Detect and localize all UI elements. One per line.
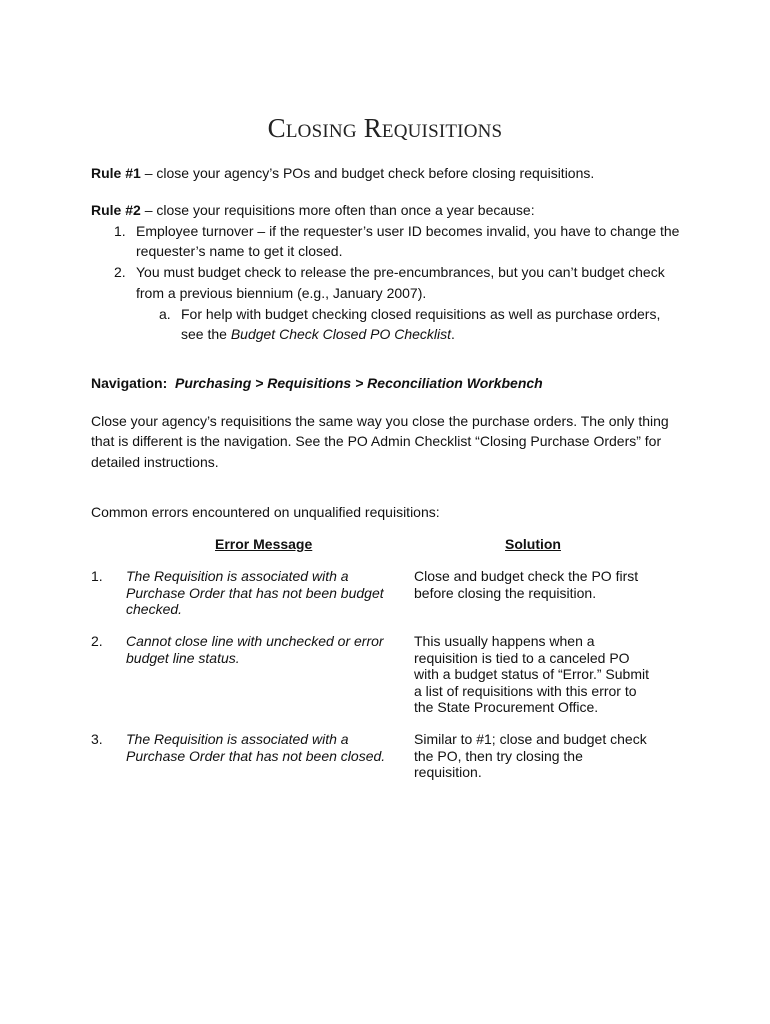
rule-2-item-1-marker: 1.: [114, 223, 126, 239]
table-row-2-solution: This usually happens when a requisition is tied to a canceled PO with a budget status of “Error.” Submit a list of requisitions with this error to the State Procurement Office.: [414, 633, 649, 715]
paragraph-line-2: that is different is the navigation. See the PO Admin Checklist “Closing Purchase Orders” for: [91, 433, 662, 449]
table-row-1-number: 1.: [91, 568, 103, 584]
rule-2-text: – close your requisitions more often than once a year because:: [140, 202, 535, 218]
rule-2-item-2-line-1: You must budget check to release the pre-encumbrances, but you can’t budget check: [136, 264, 665, 280]
solution-header: Solution: [505, 536, 561, 552]
navigation-label: Navigation:: [91, 375, 168, 391]
rule-2: [91, 200, 535, 220]
subitem-a-suffix: .: [451, 326, 455, 342]
table-row-1-solution: Close and budget check the PO first before closing the requisition.: [414, 568, 639, 601]
rule-1: [91, 163, 594, 183]
table-row-3-number: 3.: [91, 731, 103, 747]
rule-2-label: Rule #2: [91, 202, 141, 218]
subitem-a-line-2: [181, 324, 455, 344]
rule-2-item-1-line-2: requester’s name to get it closed.: [136, 243, 343, 259]
page-title: Closing Requisitions: [267, 113, 503, 143]
rule-2-item-2-marker: 2.: [114, 264, 126, 280]
rule-2-item-1-line-1: Employee turnover – if the requester’s user ID becomes invalid, you have to change the: [136, 223, 680, 239]
subitem-a-prefix: see the: [181, 326, 231, 342]
paragraph-line-3: detailed instructions.: [91, 454, 219, 470]
table-row-3-solution: Similar to #1; close and budget check the PO, then try closing the requisition.: [414, 731, 647, 780]
table-row-2-number: 2.: [91, 633, 103, 649]
navigation-line: [91, 373, 543, 393]
navigation-path: Purchasing > Requisitions > Reconciliation Workbench: [175, 375, 543, 391]
rule-2-item-2-line-2: from a previous biennium (e.g., January 2007).: [136, 285, 427, 301]
rule-1-text: – close your agency’s POs and budget check before closing requisitions.: [140, 165, 595, 181]
common-errors-intro: Common errors encountered on unqualified requisitions:: [91, 504, 440, 520]
table-row-1-error: The Requisition is associated with a Purchase Order that has not been budget checked.: [126, 568, 384, 617]
paragraph-line-1: Close your agency’s requisitions the same way you close the purchase orders. The only thing: [91, 413, 669, 429]
rule-1-label: Rule #1: [91, 165, 141, 181]
table-row-3-error: The Requisition is associated with a Purchase Order that has not been closed.: [126, 731, 386, 764]
subitem-a-marker: a.: [159, 306, 171, 322]
error-message-header: Error Message: [215, 536, 313, 552]
subitem-a-line-1: For help with budget checking closed requisitions as well as purchase orders,: [181, 306, 661, 322]
table-row-2-error: Cannot close line with unchecked or error budget line status.: [126, 633, 384, 666]
checklist-reference: Budget Check Closed PO Checklist: [230, 326, 452, 342]
